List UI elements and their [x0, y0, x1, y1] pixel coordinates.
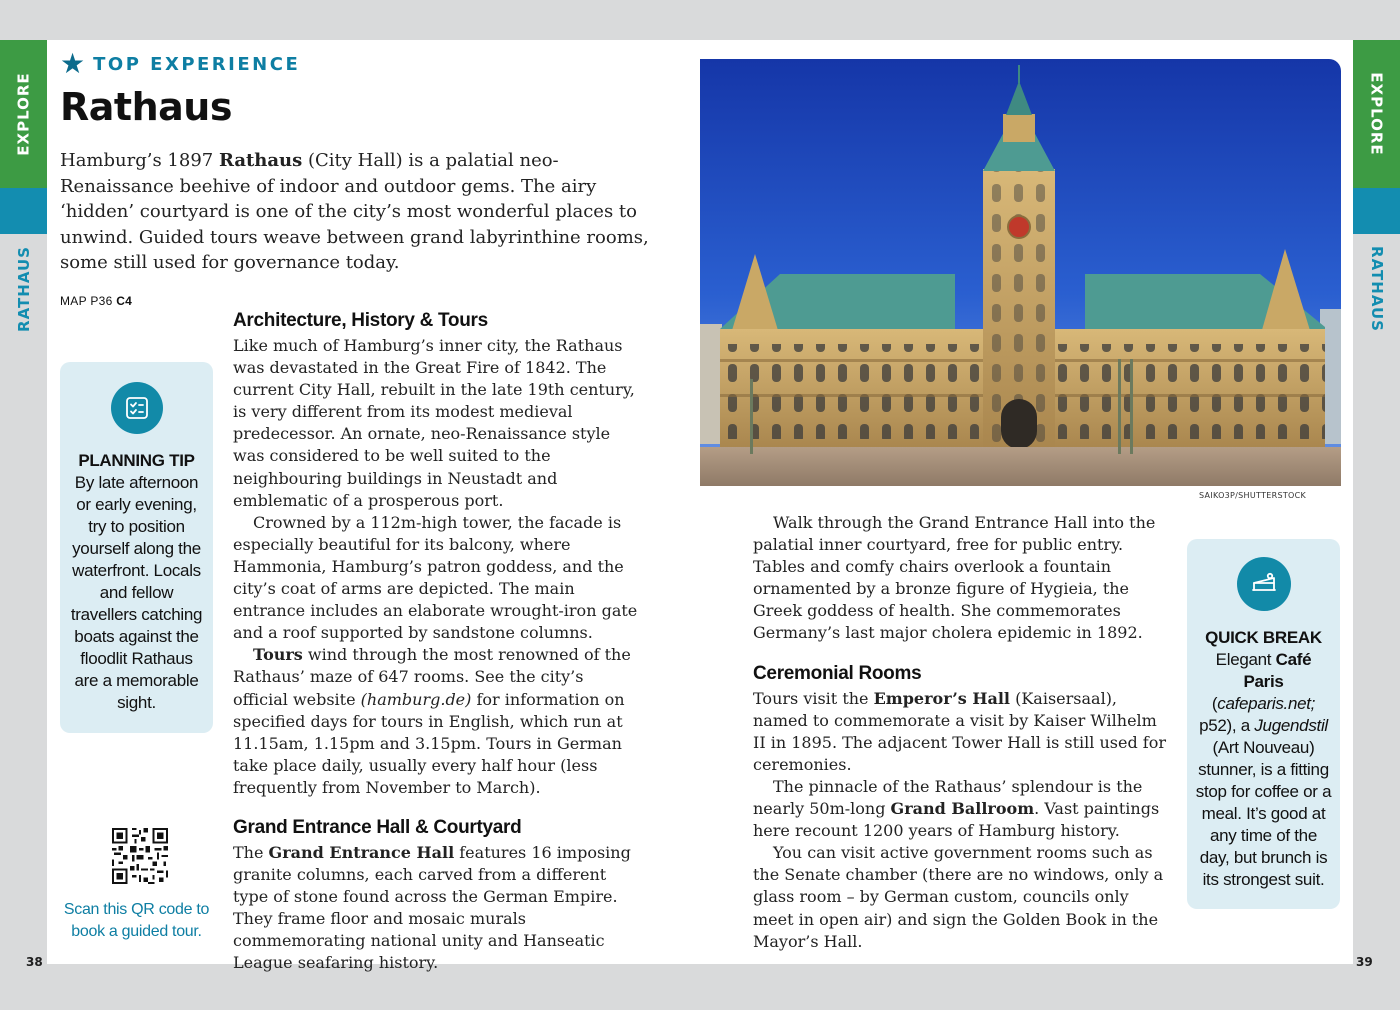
photo-credit: SAIKO3P/SHUTTERSTOCK [1199, 491, 1307, 500]
architecture-paragraph-2: Crowned by a 112m-high tower, the facade is especially beautiful for its balcony, where Hammonia, Hamburg’s patron goddess, and the city’s coat of arms are depicted. The main entrance includes an elaborate wrought-iron gate and a roof supported by sandstone columns. [233, 512, 638, 643]
star-icon: ★ [60, 47, 86, 80]
left-text-column [233, 309, 643, 975]
ceremonial-paragraph-2: The pinnacle of the Rathaus’ splendour is the nearly 50m-long Grand Ballroom. Vast paintings here recount 1200 years of Hamburg history. [753, 776, 1160, 841]
cafe-website-link[interactable]: cafeparis.net; [1217, 694, 1316, 713]
explore-tab[interactable] [0, 40, 47, 188]
planning-tip-heading: PLANNING TIP [78, 451, 195, 470]
planning-tip-box [60, 362, 213, 733]
checklist-icon [111, 382, 163, 434]
section-heading-ceremonial: Ceremonial Rooms [753, 662, 922, 684]
kicker [60, 47, 301, 80]
section-tab-marker-right [1353, 188, 1400, 234]
kicker-label: TOP EXPERIENCE [93, 53, 301, 75]
explore-tab-right[interactable] [1353, 40, 1400, 188]
cafe-paris-name: Café Paris [1243, 650, 1312, 691]
intro-paragraph: Hamburg’s 1897 Rathaus (City Hall) is a palatial neo-Renaissance beehive of indoor and outdoor gems. The airy ‘hidden’ courtyard is one of the city’s most wonderful places to unwind. Guided tours weave between grand labyrinthine rooms, some still used for governance today. [60, 150, 649, 274]
page-title: Rathaus [60, 85, 232, 129]
rathaus-tab-label: RATHAUS [14, 246, 33, 332]
explore-tab-right-label: EXPLORE [1367, 72, 1386, 156]
page-number-left: 38 [26, 955, 43, 969]
rathaus-tab-right-label: RATHAUS [1367, 246, 1386, 332]
rathaus-photo [700, 59, 1341, 486]
ceremonial-paragraph-1: Tours visit the Emperor’s Hall (Kaisersaal), named to commemorate a visit by Kaiser Wilhelm II in 1895. The adjacent Tower Hall is still used for ceremonies. [753, 688, 1166, 774]
planning-tip-text: By late afternoon or early evening, try to position yourself along the waterfront. Locals and fellow travellers catching boats against the floodlit Rathaus are a memorable sight. [70, 473, 203, 712]
rathaus-tab[interactable] [0, 234, 47, 344]
architecture-paragraph-1: Like much of Hamburg’s inner city, the Rathaus was devastated in the Great Fire of 1842. The current City Hall, rebuilt in the late 19th century, is very different from its modest medieval predecessor. An ornate, neo-Renaissance style was considered to be well suited to the neighbouring buildings in Neustadt and emblematic of a prosperous port. [233, 336, 635, 510]
section-tab-marker [0, 188, 47, 234]
explore-tab-label: EXPLORE [14, 72, 33, 156]
website-link[interactable]: (hamburg.de) [360, 689, 472, 709]
right-text-column [753, 512, 1168, 953]
ceremonial-paragraph-3: You can visit active government rooms such as the Senate chamber (there are no windows, only a glass room – by German custom, councils only meet in open air) and sign the Golden Book in the Mayor’s Hall. [753, 843, 1164, 951]
grand-entrance-paragraph-1: The Grand Entrance Hall features 16 imposing granite columns, each carved from a different type of stone found across the German Empire. They frame floor and mosaic murals commemorating national unity and Hanseatic League seafaring history. [233, 842, 631, 973]
map-reference[interactable]: MAP P36 C4 [60, 294, 133, 308]
qr-code[interactable] [112, 828, 168, 884]
quick-break-text: Elegant Café Paris (cafeparis.net; p52), a Jugendstil (Art Nouveau) stunner, is a fitting stop for coffee or a meal. It’s good at any time of the day, but brunch is its strongest suit. [1195, 650, 1332, 889]
rathaus-tab-right[interactable] [1353, 234, 1400, 344]
qr-caption[interactable]: Scan this QR code to book a guided tour. [63, 901, 210, 940]
grand-entrance-paragraph-2: Walk through the Grand Entrance Hall into the palatial inner courtyard, free for public entry. Tables and comfy chairs overlook a fountain ornamented by a bronze figure of Hygieia, the Greek goddess of health. She commemorates Germany’s last major cholera epidemic in 1892. [753, 513, 1156, 643]
quick-break-heading: QUICK BREAK [1205, 628, 1322, 647]
page-number-right: 39 [1356, 955, 1373, 969]
cake-icon [1237, 557, 1291, 611]
architecture-paragraph-3: Tours wind through the most renowned of the Rathaus’ maze of 647 rooms. See the city’s official website (hamburg.de) for information on specified days for tours in English, which run at 11.15am, 1.15pm and 3.15pm. Tours in German take place daily, usually every half hour (less frequently from November to March). [233, 645, 631, 797]
section-heading-architecture: Architecture, History & Tours [233, 310, 488, 331]
quick-break-box [1187, 539, 1340, 909]
section-heading-grand-entrance: Grand Entrance Hall & Courtyard [233, 816, 522, 838]
